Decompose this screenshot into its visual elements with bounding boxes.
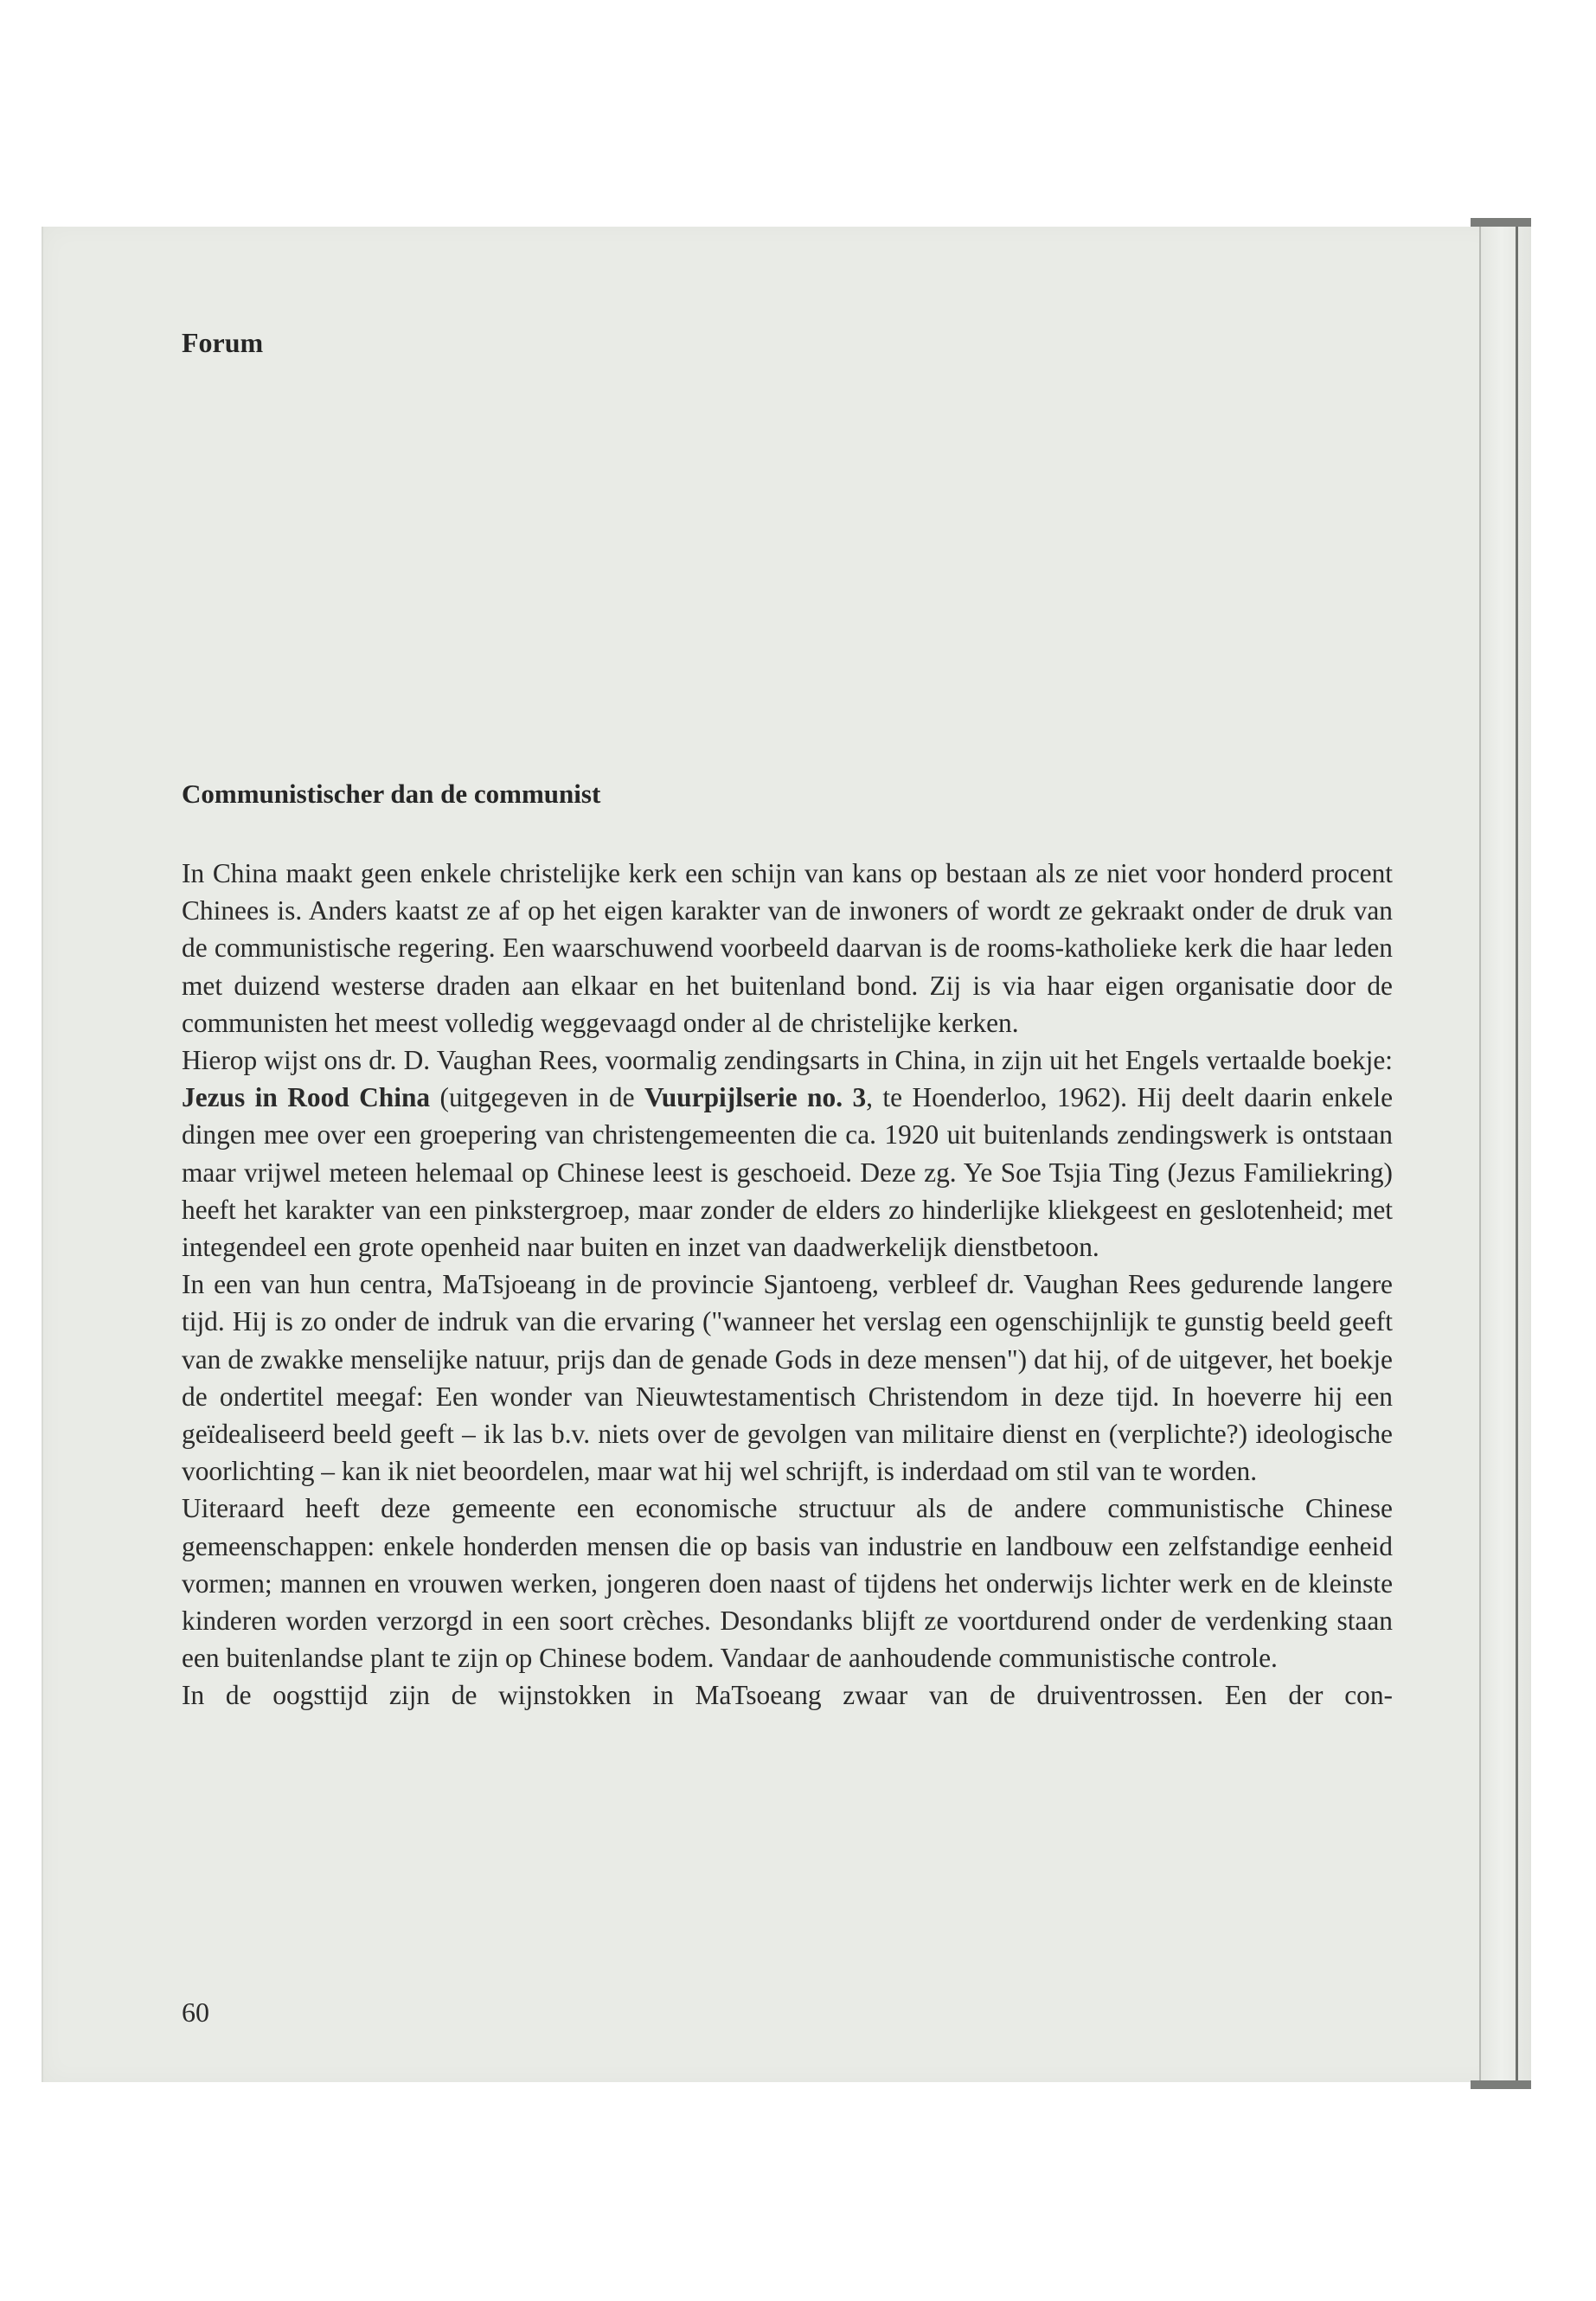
paragraph-5: In de oogsttijd zijn de wijnstokken in MaTsoeang zwaar van de druiventrossen. Een der con- <box>182 1680 1393 1711</box>
paragraph-2-text-a: Hierop wijst ons dr. D. Vaughan Rees, voormalig zendingsarts in China, in zijn uit het Engels vertaalde boekje: <box>182 1045 1393 1076</box>
paragraph-2 <box>182 1042 1393 1266</box>
paragraph-4: Uiteraard heeft deze gemeente een economische structuur als de andere communistische Chinese gemeenschappen: enkele honderden mensen die op basis van industrie en landbouw een zelfstandige eenheid vormen; mannen en vrouwen werken, jongeren doen naast of tijdens het onderwijs lichter werk en de kleinste kinderen worden verzorgd in een soort crèches. Desondanks blijft ze voortdurend onder de verdenking staan een buitenlandse plant te zijn op Chinese bodem. Vandaar de aanhoudende communistische controle. <box>182 1493 1393 1674</box>
page-edge <box>1479 223 1531 2087</box>
series-title: Vuurpijlserie no. 3 <box>644 1082 867 1113</box>
binding-clip-bottom <box>1471 2080 1531 2089</box>
book-title: Jezus in Rood China <box>182 1082 431 1113</box>
binding-edge-line <box>1516 227 1518 2082</box>
paragraph-3: In een van hun centra, MaTsjoeang in de provincie Sjantoeng, verbleef dr. Vaughan Rees gedurende langere tijd. Hij is zo onder de indruk van die ervaring ("wanneer het verslag een ogenschijnlijk te gunstig beeld geeft van de zwakke menselijke natuur, prijs dan de genade Gods in deze mensen") dat hij, of de uitgever, het boekje de ondertitel meegaf: Een wonder van Nieuwtestamentisch Christendom in deze tijd. In hoeverre hij een geïdealiseerd beeld geeft – ik las b.v. niets over de gevolgen van militaire dienst en (verplichte?) ideologische voorlichting – kan ik niet beoordelen, maar wat hij wel schrijft, is inderdaad om stil van te worden. <box>182 1269 1393 1487</box>
page-number: 60 <box>182 1997 209 2028</box>
binding-clip-top <box>1471 218 1531 227</box>
paragraph-2-text-c: , te Hoenderloo, 1962). Hij deelt daarin enkele dingen mee over een groepering van christengemeenten die ca. 1920 uit buitenlands zendingswerk is ontstaan maar vrijwel meteen helemaal op Chinese leest is geschoeid. Deze zg. Ye Soe Tsjia Ting (Jezus Familiekring) heeft het karakter van een pinkstergroep, maar zonder de elders zo hinderlijke kliekgeest en geslotenheid; met integendeel een grote openheid naar buiten en inzet van daadwerkelijk dienstbetoon. <box>182 1082 1393 1263</box>
article-title: Communistischer dan de communist <box>182 779 601 809</box>
article-body <box>182 855 1393 1715</box>
running-head: Forum <box>182 327 264 358</box>
paragraph-1: In China maakt geen enkele christelijke kerk een schijn van kans op bestaan als ze niet voor honderd procent Chinees is. Anders kaatst ze af op het eigen karakter van de inwoners of wordt ze gekraakt onder de druk van de communistische regering. Een waarschuwend voorbeeld daarvan is de rooms-katholieke kerk die haar leden met duizend westerse draden aan elkaar en het buitenland bond. Zij is via haar eigen organisatie door de communisten het meest volledig weggevaagd onder al de christelijke kerken. <box>182 858 1393 1038</box>
paragraph-2-text-b: (uitgegeven in de <box>430 1082 644 1113</box>
